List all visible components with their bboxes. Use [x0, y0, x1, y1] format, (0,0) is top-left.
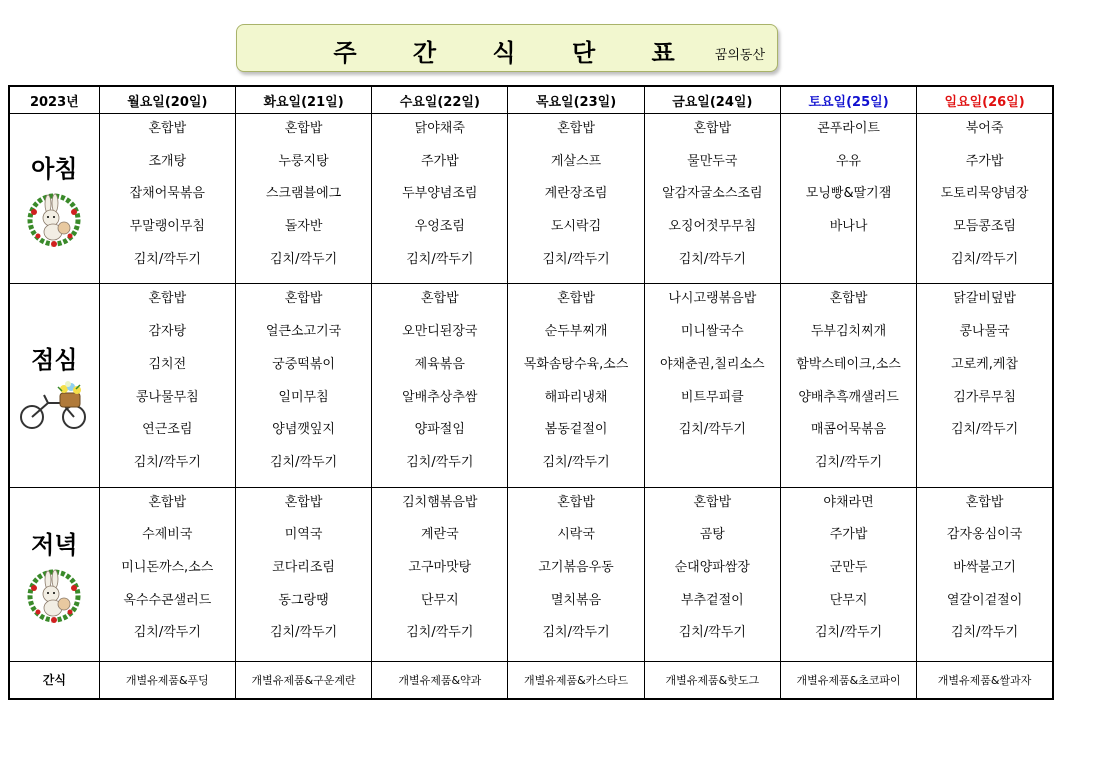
menu-item: 순두부찌개: [544, 324, 608, 340]
menu-item: 순대양파쌈장: [674, 559, 750, 575]
menu-item: 김치/깍두기: [678, 422, 746, 438]
menu-item: 혼합밥: [148, 291, 187, 307]
menu-item: 주가밥: [829, 527, 868, 543]
menu-item: 곰탕: [699, 527, 725, 543]
menu-cell: [508, 114, 644, 284]
menu-item: 군만두: [829, 559, 868, 575]
menu-item: 혼합밥: [284, 121, 323, 136]
day-header: 금요일(24일): [644, 86, 780, 114]
menu-item: 양파절임: [414, 422, 465, 438]
day-header: 목요일(23일): [508, 86, 644, 114]
menu-item: 알감자굴소스조림: [662, 186, 763, 202]
menu-cell: [917, 284, 1053, 487]
snack-item: 개별유제품&쌀과자: [917, 661, 1053, 699]
dinner-row: [9, 487, 1053, 661]
menu-item: 김치/깍두기: [406, 251, 474, 267]
day-header: 월요일(20일): [99, 86, 235, 114]
subtitle: 꿈의동산: [714, 48, 765, 63]
menu-cell: [235, 487, 371, 661]
title-banner: [236, 24, 778, 72]
menu-item: 부추겉절이: [680, 592, 744, 608]
menu-item: 미니쌀국수: [680, 324, 744, 340]
bunny-wreath-icon: [24, 566, 84, 624]
menu-item: 혼합밥: [693, 494, 732, 510]
menu-item: 북어죽: [965, 121, 1004, 136]
menu-item: 양배추흑깨샐러드: [798, 389, 899, 405]
menu-cell: [372, 487, 508, 661]
menu-item: 물만두국: [687, 153, 738, 169]
menu-item: 고기볶음우동: [538, 559, 614, 575]
meal-label-cell: [9, 114, 99, 284]
menu-cell: [644, 284, 780, 487]
menu-item: 고로케,케찹: [951, 356, 1019, 372]
menu-cell: [372, 114, 508, 284]
menu-cell: [235, 114, 371, 284]
snack-row: [9, 661, 1053, 699]
menu-cell: [99, 487, 235, 661]
meal-label-cell: [9, 487, 99, 661]
menu-item: 혼합밥: [965, 494, 1004, 510]
menu-item: 김치/깍두기: [133, 251, 201, 267]
flower-bicycle-icon: [18, 381, 90, 431]
menu-item: 김치/깍두기: [542, 625, 610, 641]
menu-cell: [99, 284, 235, 487]
snack-item: 개별유제품&핫도그: [644, 661, 780, 699]
menu-cell: [644, 487, 780, 661]
header-row: [9, 86, 1053, 114]
menu-item: 잡채어묵볶음: [129, 186, 205, 202]
menu-item: 김치/깍두기: [269, 625, 338, 641]
menu-item: 양념깻잎지: [272, 422, 335, 438]
menu-cell: [917, 114, 1053, 284]
menu-item: 연근조림: [142, 422, 193, 438]
menu-item: 김치/깍두기: [542, 251, 610, 267]
menu-cell: [508, 487, 644, 661]
menu-item: 혼합밥: [284, 494, 323, 510]
menu-item: 혼합밥: [148, 121, 187, 136]
menu-item: 두부양념조림: [402, 186, 478, 202]
day-header: 화요일(21일): [235, 86, 371, 114]
snack-item: 개별유제품&카스타드: [508, 661, 644, 699]
bunny-wreath-icon: [24, 190, 84, 248]
meal-label: 아침: [31, 155, 78, 184]
menu-item: 바나나: [829, 219, 868, 235]
menu-cell: [235, 284, 371, 487]
menu-item: 도시락김: [550, 219, 602, 235]
menu-item: 코다리조림: [272, 559, 335, 575]
menu-item: 고구마맛탕: [408, 559, 472, 575]
menu-cell: [780, 114, 916, 284]
menu-item: 닭야채죽: [414, 121, 465, 136]
menu-item: 혼합밥: [148, 494, 187, 510]
breakfast-row: [9, 114, 1053, 284]
menu-item: 김치/깍두기: [133, 625, 201, 641]
menu-item: 우유: [835, 153, 862, 169]
menu-item: 해파리냉채: [544, 389, 608, 405]
menu-item: 오만디된장국: [402, 324, 478, 340]
menu-cell: [780, 284, 916, 487]
menu-item: 콘푸라이트: [817, 121, 880, 136]
menu-item: 두부김치찌개: [810, 324, 887, 340]
menu-item: 김치/깍두기: [678, 251, 746, 267]
menu-item: [917, 454, 1052, 487]
menu-item: 혼합밥: [557, 291, 595, 307]
menu-item: 조개탕: [148, 153, 187, 169]
menu-item: 동그랑땡: [278, 592, 329, 608]
menu-item: 무말랭이무침: [129, 219, 205, 235]
menu-item: 감자탕: [148, 324, 187, 340]
menu-item: 혼합밥: [557, 494, 595, 510]
meal-label-cell: [9, 284, 99, 487]
menu-item: 우엉조림: [414, 219, 465, 235]
snack-label: 간식: [9, 661, 99, 699]
menu-item: 얼큰소고기국: [265, 324, 342, 340]
menu-item: 혼합밥: [420, 291, 459, 307]
menu-item: 김치/깍두기: [814, 625, 883, 641]
menu-item: 누룽지탕: [278, 153, 329, 169]
menu-item: 제육볶음: [414, 356, 465, 372]
menu-item: 김치/깍두기: [814, 454, 883, 470]
menu-cell: [780, 487, 916, 661]
menu-cell: [917, 487, 1053, 661]
page-title: 주 간 식 단 표: [333, 39, 699, 67]
snack-item: 개별유제품&초코파이: [780, 661, 916, 699]
menu-item: 열갈이겉절이: [946, 592, 1023, 608]
menu-table: [8, 85, 1054, 700]
snack-item: 개별유제품&푸딩: [99, 661, 235, 699]
menu-item: 단무지: [829, 592, 868, 608]
menu-item: 단무지: [420, 592, 459, 608]
menu-item: 김치/깍두기: [678, 625, 746, 641]
menu-item: 일미무침: [278, 389, 329, 405]
menu-item: 김치/깍두기: [951, 422, 1019, 438]
menu-item: 함박스테이크,소스: [796, 356, 901, 372]
menu-item: 나시고랭볶음밥: [668, 291, 757, 307]
snack-item: 개별유제품&약과: [372, 661, 508, 699]
menu-item: 김치/깍두기: [133, 454, 201, 470]
menu-item: 김치/깍두기: [951, 625, 1019, 641]
meal-label: 점심: [31, 346, 78, 374]
menu-cell: [372, 284, 508, 487]
menu-item: 콩나물국: [959, 324, 1010, 340]
menu-item: 혼합밥: [829, 291, 868, 307]
menu-item: 김치햄볶음밥: [402, 494, 478, 510]
meal-label: 저녁: [31, 530, 78, 559]
menu-item: 봄동겉절이: [544, 422, 608, 438]
menu-item: 미니돈까스,소스: [121, 559, 214, 575]
year-label: 2023년: [9, 86, 99, 114]
menu-item: 김치/깍두기: [269, 251, 338, 267]
menu-item: 닭갈비덮밥: [953, 291, 1016, 307]
menu-item: 돌자반: [284, 219, 323, 235]
menu-cell: [99, 114, 235, 284]
menu-item: 감자옹심이국: [946, 527, 1023, 543]
menu-cell: [508, 284, 644, 487]
menu-item: [781, 251, 916, 284]
menu-item: 옥수수콘샐러드: [123, 592, 212, 608]
menu-item: 계란장조림: [544, 186, 608, 202]
menu-item: 알배추상추쌈: [402, 389, 478, 405]
menu-item: 주가밥: [420, 153, 459, 169]
snack-item: 개별유제품&구운계란: [235, 661, 371, 699]
menu-item: 바싹불고기: [953, 559, 1016, 575]
menu-item: 김치/깍두기: [951, 251, 1019, 267]
menu-item: 수제비국: [142, 527, 193, 543]
menu-item: 시락국: [557, 527, 595, 543]
menu-item: 미역국: [284, 527, 323, 543]
menu-item: 계란국: [420, 527, 459, 543]
day-header-sunday: 일요일(26일): [917, 86, 1053, 114]
menu-item: 김가루무침: [953, 389, 1016, 405]
menu-item: 매콤어묵볶음: [810, 422, 887, 438]
menu-item: 게살스프: [550, 153, 602, 169]
menu-item: 혼합밥: [557, 121, 595, 136]
menu-item: 모듬콩조림: [953, 219, 1016, 235]
menu-item: 김치전: [148, 356, 187, 372]
menu-item: 스크램블에그: [265, 186, 342, 202]
menu-item: 야채라면: [823, 494, 874, 510]
menu-item: 주가밥: [965, 153, 1004, 169]
menu-item: 김치/깍두기: [406, 625, 474, 641]
menu-item: 혼합밥: [284, 291, 323, 307]
menu-item: 모닝빵&딸기잼: [805, 186, 892, 202]
menu-cell: [644, 114, 780, 284]
lunch-row: [9, 284, 1053, 487]
menu-item: 김치/깍두기: [406, 454, 474, 470]
day-header: 수요일(22일): [372, 86, 508, 114]
menu-item: 혼합밥: [693, 121, 732, 136]
menu-item: 김치/깍두기: [269, 454, 338, 470]
menu-item: [645, 454, 780, 487]
menu-item: 궁중떡볶이: [272, 356, 335, 372]
menu-item: 야채춘권,칠리소스: [659, 356, 765, 372]
day-header-saturday: 토요일(25일): [780, 86, 916, 114]
menu-item: 콩나물무침: [135, 389, 199, 405]
menu-item: 김치/깍두기: [542, 454, 610, 470]
menu-item: 비트무피클: [680, 389, 744, 405]
menu-item: 목화솜탕수육,소스: [523, 356, 629, 372]
menu-item: 오징어젓무무침: [668, 219, 757, 235]
menu-item: 멸치볶음: [550, 592, 602, 608]
menu-item: 도토리묵양념장: [940, 186, 1029, 202]
